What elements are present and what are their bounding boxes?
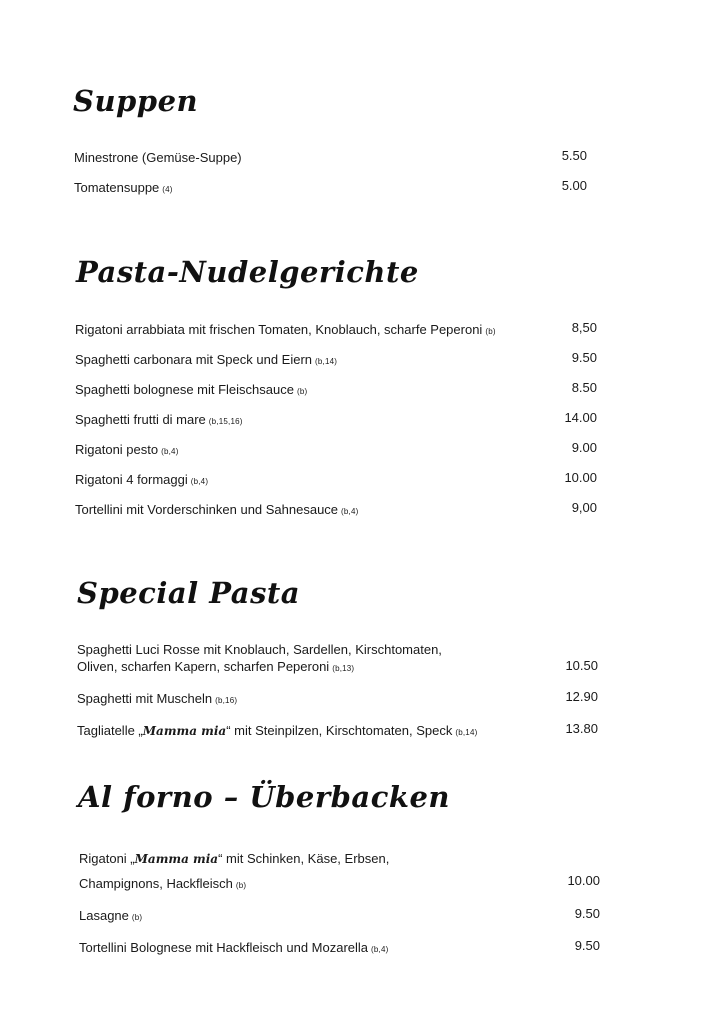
item-name-suffix: “ mit Steinpilzen, Kirschtomaten, Speck (226, 723, 453, 738)
item-name-script: Mamma mia (134, 852, 219, 866)
allergen-code: (b,4) (161, 447, 179, 456)
item-name: Rigatoni 4 formaggi (75, 472, 188, 487)
menu-item-tagliatelle-mamma-mia (77, 722, 477, 741)
allergen-code: (b) (235, 881, 247, 890)
allergen-code: (b) (296, 387, 308, 396)
item-price: 5.50 (561, 148, 587, 163)
item-price: 12.90 (565, 689, 598, 704)
item-name-line2: Champignons, Hackfleisch (79, 876, 233, 891)
item-price: 9,00 (571, 500, 597, 515)
item-price: 10.00 (564, 470, 597, 485)
item-name: Lasagne (79, 908, 129, 923)
allergen-code: (b,4) (371, 945, 389, 954)
item-price: 9.50 (574, 906, 600, 921)
item-name-suffix: “ mit Schinken, Käse, Erbsen, (218, 851, 390, 866)
allergen-code: (4) (162, 185, 173, 194)
item-name: Rigatoni arrabbiata mit frischen Tomaten, Knoblauch, scharfe Peperoni (75, 322, 483, 337)
menu-item-luci-rosse (77, 641, 442, 677)
menu-item-tortellini-bolognese (79, 939, 388, 958)
section-title-suppen: Suppen (73, 84, 199, 118)
item-price: 10.50 (565, 658, 598, 673)
item-price: 5.00 (561, 178, 587, 193)
allergen-code: (b,14) (455, 728, 478, 737)
menu-item-lasagne (79, 907, 142, 926)
allergen-code: (b,4) (190, 477, 209, 486)
allergen-code: (b,14) (315, 357, 338, 366)
item-price: 9.50 (574, 938, 600, 953)
item-name: Tortellini Bolognese mit Hackfleisch und Mozarella (79, 940, 369, 955)
item-name-prefix: Rigatoni „ (79, 851, 135, 866)
menu-item-minestrone (74, 149, 242, 166)
menu-item-4-formaggi (75, 471, 208, 490)
menu-item-tortellini (75, 501, 359, 520)
menu-item-frutti-di-mare (75, 411, 243, 430)
allergen-code: (b,13) (332, 664, 355, 673)
item-name-script: Mamma mia (142, 724, 227, 738)
menu-item-carbonara (75, 351, 337, 370)
item-name-line2: Oliven, scharfen Kapern, scharfen Peperoni (77, 659, 330, 674)
allergen-code: (b) (485, 327, 496, 336)
item-name: Spaghetti bolognese mit Fleischsauce (75, 382, 294, 397)
item-name: Tortellini mit Vorderschinken und Sahnesauce (75, 502, 339, 517)
section-title-pasta: Pasta-Nudelgerichte (76, 255, 419, 289)
allergen-code: (b) (131, 913, 143, 922)
menu-item-muscheln (77, 690, 237, 709)
item-name: Spaghetti mit Muscheln (77, 691, 213, 706)
menu-item-pesto (75, 441, 179, 460)
item-price: 8.50 (571, 380, 597, 395)
item-price: 9.50 (571, 350, 597, 365)
section-title-special-pasta: Special Pasta (77, 576, 301, 610)
item-name: Minestrone (Gemüse-Suppe) (74, 150, 242, 165)
item-price: 9.00 (571, 440, 597, 455)
item-name: Spaghetti carbonara mit Speck und Eiern (75, 352, 313, 367)
item-price: 10.00 (567, 873, 600, 888)
item-price: 13.80 (565, 721, 598, 736)
item-name: Spaghetti frutti di mare (75, 412, 206, 427)
section-title-al-forno: Al forno – Überbacken (78, 780, 450, 814)
allergen-code: (b,4) (341, 507, 359, 516)
menu-item-arrabbiata (75, 321, 496, 340)
item-price: 8,50 (571, 320, 597, 335)
menu-item-rigatoni-mamma-mia (79, 850, 389, 894)
item-price: 14.00 (564, 410, 597, 425)
allergen-code: (b,15,16) (208, 417, 243, 426)
item-name: Rigatoni pesto (75, 442, 159, 457)
item-name-prefix: Tagliatelle „ (77, 723, 143, 738)
menu-item-bolognese (75, 381, 307, 400)
allergen-code: (b,16) (215, 696, 238, 705)
item-name-line1: Spaghetti Luci Rosse mit Knoblauch, Sardellen, Kirschtomaten, (77, 642, 442, 657)
menu-item-tomatensuppe (74, 179, 173, 198)
item-name: Tomatensuppe (74, 180, 160, 195)
